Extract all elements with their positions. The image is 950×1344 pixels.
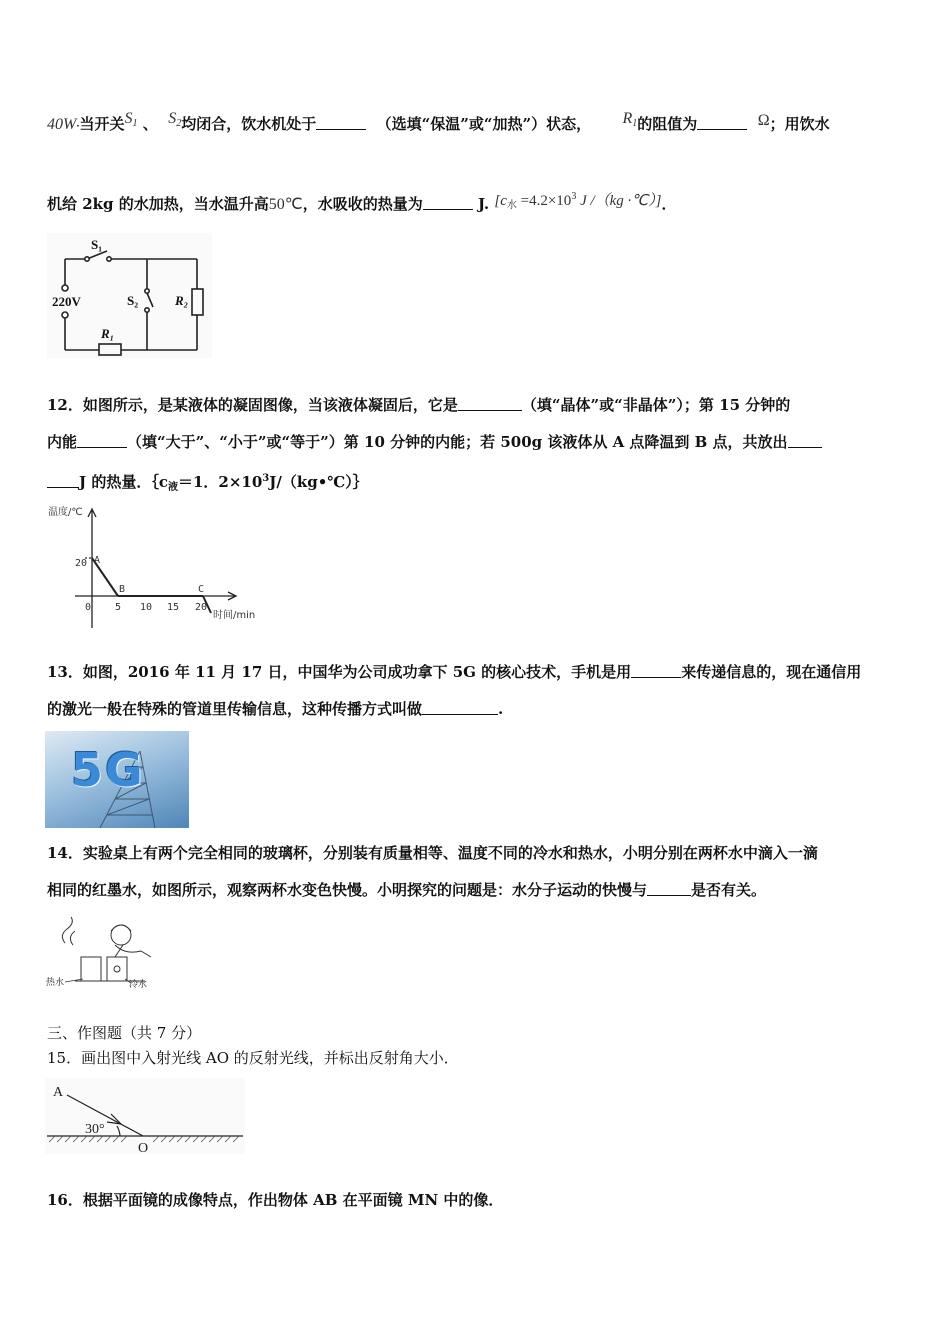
q15-line xyxy=(47,1047,903,1069)
q12-line2 xyxy=(47,431,903,453)
section-title-text: 三、作图题（共 7 分） xyxy=(47,1024,202,1042)
beakers-illustration xyxy=(45,913,165,991)
q12-superscript: 3 xyxy=(262,473,270,484)
graph-tick-5: 5 xyxy=(115,602,122,613)
q11-text: 当开关 xyxy=(79,115,125,133)
answer-blank-crystal[interactable] xyxy=(458,396,522,411)
q11-text: ，水吸收的热量为 xyxy=(302,195,423,213)
q12-text: （填“大于”、“小于”或“等于”）第 10 分钟的内能；若 500g 该液体从 A 点降温到 B 点，共放出 xyxy=(127,433,788,451)
section-title xyxy=(47,1022,903,1044)
resistor-r1: $R_1$ xyxy=(622,110,638,129)
ohm-symbol: Ω xyxy=(757,112,770,129)
q11-unit: J. xyxy=(477,195,490,213)
q13-line2 xyxy=(47,698,903,720)
answer-blank-heat-released-cont xyxy=(47,473,79,488)
angle-label: 30° xyxy=(85,1122,105,1137)
answer-blank-heat-released[interactable] xyxy=(788,433,822,448)
q12-text: ＝1．2×10 xyxy=(177,473,263,491)
q11-line1: 40W·当开关$S_1$ 、 $S_2$均闭合，饮水机处于 （选填“保温”或“加热”）状态， $R_1$的阻值为 Ω；用饮水 xyxy=(47,110,830,133)
circuit-label-r2: R₂ xyxy=(175,293,189,308)
q12-line1 xyxy=(47,394,903,416)
circuit-label-r1: R₁ xyxy=(101,326,115,341)
5g-text: 5G xyxy=(71,743,145,797)
q14-text: 是否有关。 xyxy=(691,881,767,899)
q12-line3 xyxy=(47,468,903,499)
q11-text: （选填“保温”或“加热”）状态， xyxy=(376,115,592,133)
q14-line2 xyxy=(47,879,903,901)
q11-text: 机给 2kg 的水加热，当水温升高 xyxy=(47,195,269,213)
hot-water-label: 热水 xyxy=(46,978,65,988)
reflection-diagram xyxy=(45,1078,245,1154)
graph-tick-0: 0 xyxy=(85,602,92,613)
ray-label-o: O xyxy=(138,1141,149,1154)
cold-water-label: 冷水 xyxy=(129,980,148,990)
q11-text: 的阻值为 xyxy=(637,115,698,133)
q12-text: J 的热量．｛c xyxy=(79,473,168,491)
q13-text: 来传递信息的，现在通信用 xyxy=(681,663,862,681)
graph-ylabel: 温度/℃ xyxy=(48,507,83,518)
cooling-curve-graph xyxy=(45,503,270,633)
graph-point-b: B xyxy=(119,584,126,595)
answer-blank-resistance[interactable] xyxy=(697,115,747,130)
answer-blank-internal-energy[interactable] xyxy=(77,433,127,448)
q14-text: 相同的红墨水，如图所示，观察两杯水变色快慢。小明探究的问题是：水分子运动的快慢与 xyxy=(47,881,648,899)
circuit-label-voltage: 220V xyxy=(52,294,81,309)
q11-line2: 机给 2kg 的水加热，当水温升高50℃，水吸收的热量为 J. [$c_水 =4.2\times 10^3$ J /（kg ·℃）]． xyxy=(47,191,677,213)
q11-separator: 、 xyxy=(142,115,158,133)
circuit-diagram xyxy=(47,233,212,358)
graph-tick-10: 10 xyxy=(140,602,153,613)
switch-s1: $S_1$ xyxy=(124,110,138,129)
q14-line1 xyxy=(47,842,903,864)
answer-blank-heat[interactable] xyxy=(423,195,473,210)
graph-tick-20: 20 xyxy=(75,558,88,569)
power-value: 40W xyxy=(47,116,77,133)
circuit-label-s2: S₂ xyxy=(127,293,139,308)
q12-text: J/（kg•℃）｝ xyxy=(269,473,368,491)
q12-text: （填“晶体”或“非晶体”）；第 15 分钟的 xyxy=(521,396,791,414)
q11-text: 均闭合，饮水机处于 xyxy=(181,115,317,133)
q16-text: 16．根据平面镜的成像特点，作出物体 AB 在平面镜 MN 中的像． xyxy=(47,1191,504,1209)
graph-point-c: C xyxy=(198,584,205,595)
answer-blank-optical-fiber[interactable] xyxy=(422,700,498,715)
specific-heat-formula: [$c_水 =4.2\times 10^3$ J /（kg ·℃）] xyxy=(494,191,662,211)
graph-point-a: A xyxy=(94,555,101,566)
switch-s2: $S_2$ xyxy=(168,110,182,129)
graph-xlabel: 时间/min xyxy=(213,610,256,621)
q13-text: 13．如图，2016 年 11 月 17 日，中国华为公司成功拿下 5G 的核心技术，手机是用 xyxy=(47,663,632,681)
graph-tick-15: 15 xyxy=(167,602,180,613)
temperature-rise: 50℃ xyxy=(268,196,303,213)
answer-blank-wave[interactable] xyxy=(631,663,681,678)
circuit-label-s1: S₁ xyxy=(91,237,103,252)
q14-text: 14．实验桌上有两个完全相同的玻璃杯，分别装有质量相等、温度不同的冷水和热水，小明分别在两杯水中滴入一滴 xyxy=(47,844,818,862)
q16-line xyxy=(47,1189,903,1211)
q13-line1 xyxy=(47,661,903,683)
answer-blank-state[interactable] xyxy=(316,115,366,130)
q13-text: . xyxy=(498,700,504,718)
graph-tick-20x: 20 xyxy=(195,602,208,613)
q15-text: 15．画出图中入射光线 AO 的反射光线，并标出反射角大小． xyxy=(47,1049,459,1067)
answer-blank-temperature[interactable] xyxy=(647,881,691,896)
q13-text: 的激光一般在特殊的管道里传输信息，这种传播方式叫做 xyxy=(47,700,423,718)
q12-text: 内能 xyxy=(47,433,78,451)
5g-tower-image xyxy=(45,731,189,828)
q12-text: 12．如图所示，是某液体的凝固图像，当该液体凝固后，它是 xyxy=(47,396,458,414)
ray-label-a: A xyxy=(53,1085,64,1100)
q12-subscript: 液 xyxy=(167,482,178,493)
q11-text: ；用饮水 xyxy=(769,115,830,133)
